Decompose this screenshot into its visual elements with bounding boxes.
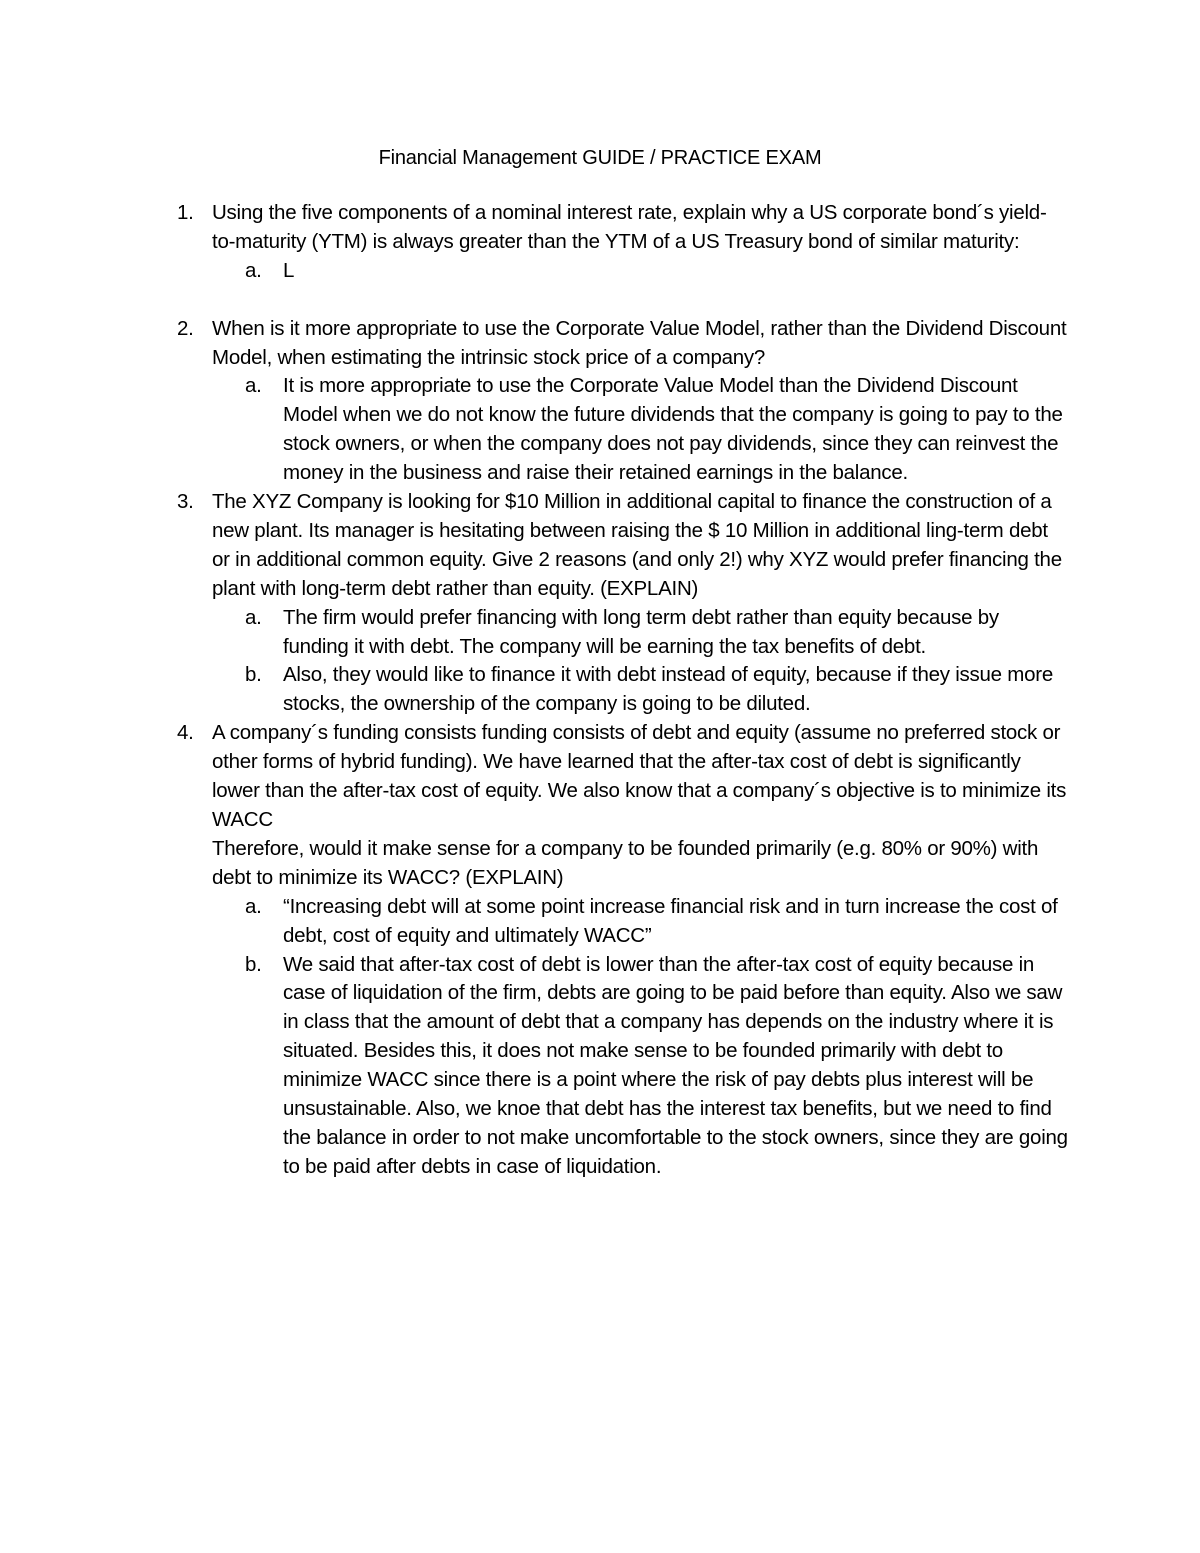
answer-text: “Increasing debt will at some point increase financial risk and in turn increase the cost of debt, cost of equity and ultimately WACC”: [283, 894, 1058, 947]
answer-letter: b.: [245, 952, 262, 976]
answer-list: [212, 604, 1068, 720]
answer-text: Also, they would like to finance it with debt instead of equity, because if they issue more stocks, the ownership of the company is going to be diluted.: [283, 663, 1053, 716]
answer-item: [212, 893, 1068, 951]
answer-list: [212, 372, 1068, 488]
answer-item: [212, 951, 1068, 1182]
answer-letter: b.: [245, 663, 262, 687]
question-number: 3.: [177, 490, 194, 514]
question-number: 4.: [177, 721, 194, 745]
answer-text: The firm would prefer financing with long term debt rather than equity because by funding it with debt. The company will be earning the tax benefits of debt.: [283, 605, 999, 658]
question-1: [168, 199, 1068, 315]
question-text: A company´s funding consists funding consists of debt and equity (assume no preferred stock or other forms of hybrid funding). We have learned that the after-tax cost of debt is significantly lower than the after-tax cost of equity. We also know that a company´s objective is to minimize its WACC: [212, 721, 1067, 832]
question-text: Using the five components of a nominal interest rate, explain why a US corporate bond´s yield- to-maturity (YTM) is always greater than the YTM of a US Treasury bond of similar maturity:: [212, 201, 1047, 253]
question-text: The XYZ Company is looking for $10 Million in additional capital to finance the construction of a new plant. Its manager is hesitating between raising the $ 10 Million in additional ling-term debt or in additional common equity. Give 2 reasons (and only 2!) why XYZ would prefer financing the plant with long-term debt rather than equity. (EXPLAIN): [212, 490, 1062, 600]
question-4: [168, 719, 1068, 1182]
question-2: [168, 315, 1068, 488]
question-text: When is it more appropriate to use the Corporate Value Model, rather than the Dividend Discount Model, when estimating the intrinsic stock price of a company?: [212, 316, 1067, 369]
answer-letter: a.: [245, 258, 262, 282]
answer-text: We said that after-tax cost of debt is lower than the after-tax cost of equity because in case of liquidation of the firm, debts are going to be paid before than equity. Also we saw in class that the amount of debt that a company has depends on the industry where it is situated. Besides this, it does not make sense to be founded primarily with debt to minimize WACC since there is a point where the risk of pay debts plus interest will be unsustainable. Also, we knoe that debt has the interest tax benefits, but we need to find the balance in order to not make uncomfortable to the stock owners, since they are going to be paid after debts in case of liquidation.: [283, 952, 1068, 1178]
answer-letter: a.: [245, 605, 262, 629]
answer-list: [212, 257, 1068, 286]
question-list: [168, 199, 1068, 1182]
answer-list: [212, 893, 1068, 1182]
answer-letter: a.: [245, 374, 262, 398]
answer-item: [212, 661, 1068, 719]
answer-item: [212, 372, 1068, 488]
document-body: [168, 199, 1068, 1182]
page-title: Financial Management GUIDE / PRACTICE EXAM: [378, 147, 822, 169]
question-3: [168, 488, 1068, 719]
question-number: 1.: [177, 201, 194, 224]
answer-letter: a.: [245, 894, 262, 918]
answer-text: L: [283, 258, 295, 282]
answer-item: [212, 257, 1068, 286]
question-text-continued: Therefore, would it make sense for a company to be founded primarily (e.g. 80% or 90%) with debt to minimize its WACC? (EXPLAIN): [212, 836, 1039, 889]
question-number: 2.: [177, 316, 194, 340]
answer-text: It is more appropriate to use the Corporate Value Model than the Dividend Discount Model when we do not know the future dividends that the company is going to pay to the stock owners, or when the company does not pay dividends, since they can reinvest the money in the business and raise their retained earnings in the balance.: [283, 374, 1063, 485]
blank-line: [212, 286, 1068, 315]
answer-item: [212, 604, 1068, 662]
